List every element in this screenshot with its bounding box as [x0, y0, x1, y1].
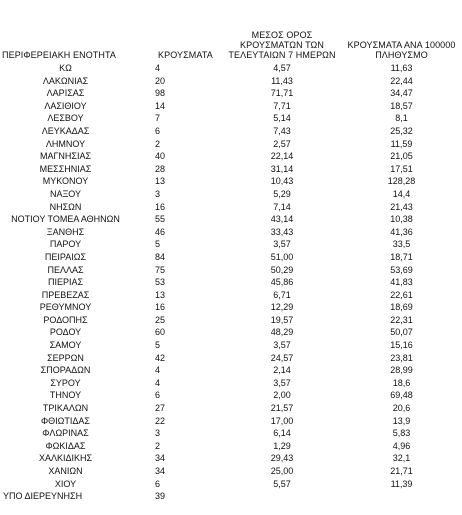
seven-day-average-cell: 19,57: [270, 314, 294, 325]
cases-cell: 34: [155, 453, 166, 464]
cases-per-100000-cell: 25,32: [390, 125, 413, 136]
table-row: [0, 238, 462, 251]
header-avg-line-3: ΤΕΛΕΥΤΑΙΩΝ 7 ΗΜΕΡΩΝ: [228, 50, 336, 60]
seven-day-average-cell: 6,71: [273, 289, 291, 300]
table-row: [0, 364, 462, 377]
cases-cell: 46: [155, 226, 166, 237]
cases-per-100000-cell: 10,38: [390, 214, 413, 225]
cases-cell: 27: [155, 403, 166, 414]
table-row: [0, 377, 462, 390]
table-row: [0, 125, 462, 138]
seven-day-average-cell: 6,14: [273, 428, 291, 439]
seven-day-average-cell: 48,29: [270, 327, 294, 338]
table-row: [0, 264, 462, 277]
cases-cell: 3: [155, 188, 161, 199]
seven-day-average-cell: 10,43: [270, 176, 294, 187]
seven-day-average-cell: 71,71: [270, 88, 294, 99]
table-row: [0, 112, 462, 125]
header-avg-line-1: ΜΕΣΟΣ ΟΡΟΣ: [251, 30, 313, 40]
seven-day-average-cell: 51,00: [270, 251, 294, 262]
seven-day-average-cell: 3,57: [273, 239, 291, 250]
cases-cell: 6: [155, 390, 161, 401]
cases-per-100000-cell: 18,69: [390, 302, 413, 313]
cases-per-100000-cell: 11,39: [390, 478, 413, 489]
region-cell: ΛΑΣΙΘΙΟΥ: [44, 100, 87, 111]
table-row: [0, 440, 462, 453]
seven-day-average-cell: 12,29: [270, 302, 294, 313]
cases-per-100000-cell: 50,07: [390, 327, 413, 338]
cases-cell: 4: [155, 377, 161, 388]
table-body: [0, 62, 462, 502]
seven-day-average-cell: 33,43: [270, 226, 294, 237]
cases-per-100000-cell: [341, 490, 462, 502]
region-cell: ΦΩΚΙΔΑΣ: [45, 440, 86, 451]
region-cell: ΠΡΕΒΕΖΑΣ: [41, 289, 90, 300]
seven-day-average-cell: 2,57: [273, 138, 291, 149]
seven-day-average-cell: 43,14: [270, 214, 294, 225]
table-row: [0, 87, 462, 100]
cases-cell: 25: [155, 314, 166, 325]
seven-day-average-cell: 45,86: [270, 277, 294, 288]
seven-day-average-cell: 24,57: [270, 352, 294, 363]
table-row: [0, 301, 462, 314]
seven-day-average-cell: 21,57: [270, 403, 294, 414]
table-row: [0, 62, 462, 75]
cases-cell: 5: [155, 340, 161, 351]
region-cell: ΦΘΙΩΤΙΔΑΣ: [41, 415, 90, 426]
cases-cell: 16: [155, 201, 166, 212]
seven-day-average-cell: 2,14: [273, 365, 291, 376]
cases-per-100000-cell: 20,6: [392, 403, 411, 414]
region-cell: ΡΟΔΟΠΗΣ: [43, 314, 88, 325]
region-cell: ΜΥΚΟΝΟΥ: [42, 176, 89, 187]
cases-per-100000-cell: 32,1: [392, 453, 411, 464]
cases-cell: 16: [155, 302, 166, 313]
table-row: [0, 188, 462, 201]
header-cases: [131, 0, 223, 62]
header-rate-line-2: ΠΛΗΘΥΣΜΟ: [375, 50, 428, 60]
table-row: [0, 226, 462, 239]
cases-per-100000-cell: 34,47: [390, 88, 413, 99]
table-row: [0, 175, 462, 188]
table-row: [0, 415, 462, 428]
header-region-line: ΠΕΡΙΦΕΡΕΙΑΚΗ ΕΝΟΤΗΤΑ: [2, 50, 117, 60]
table-row: [0, 213, 462, 226]
cases-per-100000-cell: 18,71: [390, 251, 413, 262]
seven-day-average-cell: [223, 490, 341, 502]
cases-per-100000-cell: 18,6: [392, 377, 411, 388]
cases-per-100000-cell: 22,44: [390, 75, 413, 86]
table-row: [0, 201, 462, 214]
cases-cell: 75: [155, 264, 166, 275]
header-rate-line-1: ΚΡΟΥΣΜΑΤΑ ΑΝΑ 100000: [347, 40, 456, 50]
region-cell: ΚΩ: [59, 63, 72, 73]
cases-cell: 3: [155, 428, 161, 439]
table-row: [0, 314, 462, 327]
cases-per-100000-cell: 11,59: [390, 138, 413, 149]
cases-cell: 4: [155, 63, 161, 73]
region-cell: ΝΟΤΙΟΥ ΤΟΜΕΑ ΑΘΗΝΩΝ: [11, 214, 120, 225]
region-cell: ΜΑΓΝΗΣΙΑΣ: [39, 151, 92, 162]
cases-per-100000-cell: 23,81: [390, 352, 413, 363]
seven-day-average-cell: 5,29: [273, 188, 291, 199]
region-cell: ΣΠΟΡΑΔΩΝ: [40, 365, 91, 376]
cases-per-100000-cell: 8,1: [395, 113, 408, 124]
cases-per-100000-cell: 14,4: [392, 188, 411, 199]
cases-cell: 6: [155, 125, 161, 136]
header-row: [0, 0, 462, 62]
table-row: [0, 276, 462, 289]
table-row: [0, 138, 462, 151]
header-cases-per-100000: [341, 0, 462, 62]
cases-cell: 55: [155, 214, 166, 225]
region-cell: ΧΑΛΚΙΔΙΚΗΣ: [38, 453, 93, 464]
table-row: [0, 251, 462, 264]
region-cell: ΤΡΙΚΑΛΩΝ: [42, 403, 89, 414]
table-row: [0, 100, 462, 113]
cases-per-100000-cell: 15,16: [390, 340, 413, 351]
cases-per-100000-cell: 17,51: [390, 163, 413, 174]
table-row: [0, 402, 462, 415]
table-row: [0, 478, 462, 491]
cases-per-100000-cell: 41,83: [390, 277, 413, 288]
region-cell: ΡΕΘΥΜΝΟΥ: [39, 302, 92, 313]
cases-cell: 4: [155, 365, 161, 376]
region-cell: ΛΕΣΒΟΥ: [47, 113, 84, 124]
cases-cell: 2: [155, 440, 161, 451]
seven-day-average-cell: 29,43: [270, 453, 294, 464]
cases-per-100000-cell: 28,99: [390, 365, 413, 376]
table-row: [0, 75, 462, 88]
cases-per-100000-cell: 5,83: [392, 428, 411, 439]
region-cell: ΧΙΟΥ: [54, 478, 77, 489]
header-cases-line: ΚΡΟΥΣΜΑΤΑ: [158, 50, 213, 60]
seven-day-average-cell: 11,43: [271, 75, 293, 86]
region-cell: ΠΑΡΟΥ: [49, 239, 82, 250]
cases-cell: 5: [155, 239, 161, 250]
region-cell: ΛΑΡΙΣΑΣ: [46, 88, 85, 99]
cases-cell: 84: [155, 251, 166, 262]
table-row: [0, 339, 462, 352]
cases-cell: 2: [155, 138, 161, 149]
seven-day-average-cell: 7,43: [273, 125, 291, 136]
region-cell: ΧΑΝΙΩΝ: [48, 466, 83, 476]
cases-cell: 7: [155, 113, 161, 124]
cases-per-100000-cell: 21,05: [390, 151, 413, 162]
seven-day-average-cell: 25,00: [270, 466, 294, 476]
region-cell: ΞΑΝΘΗΣ: [46, 226, 85, 237]
table-row: [0, 427, 462, 440]
header-seven-day-average: [223, 0, 341, 62]
region-cell: ΝΑΞΟΥ: [49, 188, 82, 199]
cases-per-100000-cell: 21,43: [390, 201, 413, 212]
cases-cell: 6: [155, 478, 161, 489]
table-row: [0, 163, 462, 176]
seven-day-average-cell: 7,14: [273, 201, 291, 212]
region-cell: ΛΑΚΩΝΙΑΣ: [42, 75, 89, 86]
region-cell: ΥΠΟ ΔΙΕΡΕΥΝΗΣΗ: [3, 491, 83, 502]
region-cell: ΜΕΣΣΗΝΙΑΣ: [39, 163, 92, 174]
table-row: [0, 352, 462, 365]
region-cell: ΠΕΛΛΑΣ: [47, 264, 84, 275]
table-row: [0, 465, 462, 478]
seven-day-average-cell: 17,00: [270, 415, 294, 426]
cases-cell: 39: [155, 491, 166, 502]
table-row: [0, 389, 462, 402]
seven-day-average-cell: 5,14: [273, 113, 291, 124]
table-header: [0, 0, 462, 62]
cases-cell: 28: [155, 163, 166, 174]
cases-cell: 13: [155, 289, 166, 300]
table-row: [0, 326, 462, 339]
region-cell: ΠΙΕΡΙΑΣ: [47, 277, 84, 288]
seven-day-average-cell: 22,14: [270, 151, 294, 162]
header-region: [0, 0, 131, 62]
seven-day-average-cell: 3,57: [273, 340, 291, 351]
region-cell: ΣΕΡΡΩΝ: [47, 352, 84, 363]
cases-per-100000-cell: 33,5: [392, 239, 411, 250]
region-cell: ΛΗΜΝΟΥ: [45, 138, 86, 149]
seven-day-average-cell: 50,29: [270, 264, 294, 275]
seven-day-average-cell: 31,14: [270, 163, 294, 174]
table-row: [0, 289, 462, 302]
region-cell: ΣΥΡΟΥ: [50, 377, 81, 388]
header-avg-line-2: ΚΡΟΥΣΜΑΤΩΝ ΤΩΝ: [240, 40, 324, 50]
cases-per-100000-cell: 4,96: [392, 440, 411, 451]
cases-cell: 34: [155, 466, 166, 476]
cases-cell: 60: [155, 327, 166, 338]
seven-day-average-cell: 3,57: [273, 377, 291, 388]
region-cell: ΠΕΙΡΑΙΩΣ: [44, 251, 87, 262]
cases-cell: 22: [155, 415, 166, 426]
cases-cell: 20: [155, 75, 166, 86]
cases-cell: 14: [155, 100, 166, 111]
cases-per-100000-cell: 69,48: [390, 390, 413, 401]
seven-day-average-cell: 4,57: [273, 63, 291, 73]
cases-cell: 40: [155, 151, 166, 162]
region-cell: ΛΕΥΚΑΔΑΣ: [41, 125, 90, 136]
region-cell: ΝΗΣΩΝ: [49, 201, 82, 212]
region-cell: ΤΗΝΟΥ: [49, 390, 82, 401]
region-cell: ΡΟΔΟΥ: [49, 327, 82, 338]
region-cell: ΦΛΩΡΙΝΑΣ: [42, 428, 89, 439]
table-row: [0, 150, 462, 163]
table-row: [0, 452, 462, 465]
cases-per-100000-cell: 11,63: [390, 63, 413, 73]
cases-per-100000-cell: 22,31: [390, 314, 413, 325]
cases-per-100000-cell: 13,9: [392, 415, 411, 426]
cases-cell: 42: [155, 352, 166, 363]
seven-day-average-cell: 7,71: [273, 100, 291, 111]
cases-per-100000-cell: 18,57: [390, 100, 413, 111]
cases-per-100000-cell: 53,69: [390, 264, 413, 275]
cases-per-100000-cell: 21,71: [390, 466, 413, 476]
cases-cell: 13: [155, 176, 166, 187]
seven-day-average-cell: 2,00: [273, 390, 291, 401]
seven-day-average-cell: 5,57: [273, 478, 291, 489]
table-row: [0, 490, 462, 502]
cases-per-100000-cell: 128,28: [387, 176, 416, 187]
seven-day-average-cell: 1,29: [273, 440, 291, 451]
cases-cell: 53: [155, 277, 166, 288]
cases-per-100000-cell: 41,36: [390, 226, 413, 237]
region-cell: ΣΑΜΟΥ: [49, 340, 82, 351]
cases-per-100000-cell: 22,61: [390, 289, 413, 300]
cases-cell: 98: [155, 88, 166, 99]
